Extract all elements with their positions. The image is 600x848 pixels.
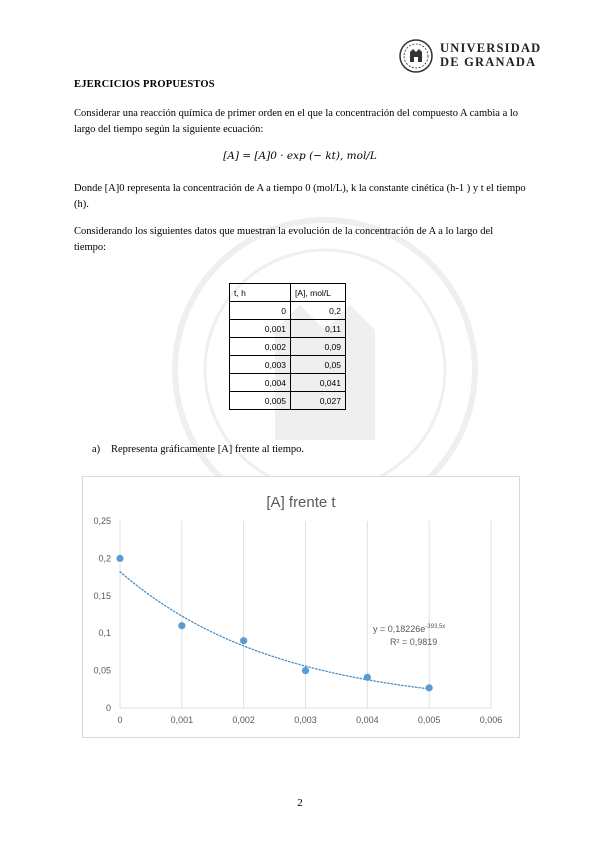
- table-row: [230, 356, 346, 374]
- logo-line-2: DE GRANADA: [440, 55, 537, 69]
- data-point: [178, 622, 185, 629]
- cell-concentration: 0,05: [291, 356, 346, 374]
- y-tick-label: 0,15: [93, 590, 111, 601]
- table-row: [230, 338, 346, 356]
- cell-time: 0,005: [230, 392, 291, 410]
- scatter-chart: [83, 477, 519, 737]
- y-tick-label: 0,05: [93, 665, 111, 676]
- col-header-time: t, h: [230, 284, 291, 302]
- chart-frame: [82, 476, 520, 738]
- data-point: [240, 637, 247, 644]
- x-tick-label: 0: [117, 715, 123, 725]
- data-intro-paragraph: Considerando los siguientes datos que muestran la evolución de la concentración de A a lo largo del tiempo:: [74, 226, 494, 253]
- data-point: [426, 684, 433, 691]
- cell-concentration: 0,09: [291, 338, 346, 356]
- data-point: [116, 555, 123, 562]
- cell-concentration: 0,11: [291, 320, 346, 338]
- trendline-equation: $y = 0,18226e^{-393,5x}$: [373, 624, 446, 634]
- logo-line-1: UNIVERSIDAD: [440, 41, 542, 55]
- chart-title: [A] frente t: [266, 494, 336, 511]
- cell-time: 0,004: [230, 374, 291, 392]
- trendline-r2: R² = 0,9819: [390, 637, 438, 647]
- concentration-table: [229, 283, 346, 410]
- y-tick-label: 0,2: [98, 553, 111, 564]
- table-header-row: [230, 284, 346, 302]
- y-tick-label: 0,25: [93, 516, 111, 526]
- data-point: [364, 674, 371, 681]
- exercise-item-a: [92, 444, 304, 455]
- cell-time: 0: [230, 302, 291, 320]
- university-crest-icon: [398, 38, 434, 74]
- y-tick-label: 0: [105, 703, 111, 713]
- data-point: [302, 667, 309, 674]
- item-a-text: Representa gráficamente [A] frente al tiempo.: [111, 444, 304, 455]
- table-row: [230, 374, 346, 392]
- rate-equation: [A] = [A]0 · exp (− kt), mol/L: [223, 150, 377, 162]
- x-tick-label: 0,004: [356, 715, 379, 725]
- cell-time: 0,002: [230, 338, 291, 356]
- x-tick-label: 0,005: [417, 715, 441, 725]
- trendline-equation-exponent: -393,5x: [425, 624, 446, 630]
- x-tick-label: 0,003: [294, 715, 317, 725]
- section-heading: EJERCICIOS PROPUESTOS: [74, 79, 215, 90]
- cell-concentration: 0,2: [291, 302, 346, 320]
- y-tick-label: 0,1: [98, 628, 111, 639]
- cell-time: 0,003: [230, 356, 291, 374]
- page-number: 2: [297, 797, 303, 809]
- col-header-concentration: [A], mol/L: [291, 284, 346, 302]
- x-tick-label: 0,002: [232, 715, 255, 725]
- x-tick-label: 0,001: [170, 715, 194, 725]
- x-tick-label: 0,006: [479, 715, 503, 725]
- cell-time: 0,001: [230, 320, 291, 338]
- table-row: [230, 392, 346, 410]
- item-a-label: a): [92, 444, 101, 455]
- cell-concentration: 0,027: [291, 392, 346, 410]
- table-row: [230, 302, 346, 320]
- university-logo: [398, 38, 542, 78]
- intro-paragraph: Considerar una reacción química de primer orden en el que la concentración del compuesto A cambia a lo largo del tiempo según la siguiente ecuación:: [74, 108, 519, 135]
- cell-concentration: 0,041: [291, 374, 346, 392]
- table-row: [230, 320, 346, 338]
- definitions-paragraph: Donde [A]0 representa la concentración de A a tiempo 0 (mol/L), k la constante cinética (h-1 ) y t el tiempo (h).: [74, 183, 526, 210]
